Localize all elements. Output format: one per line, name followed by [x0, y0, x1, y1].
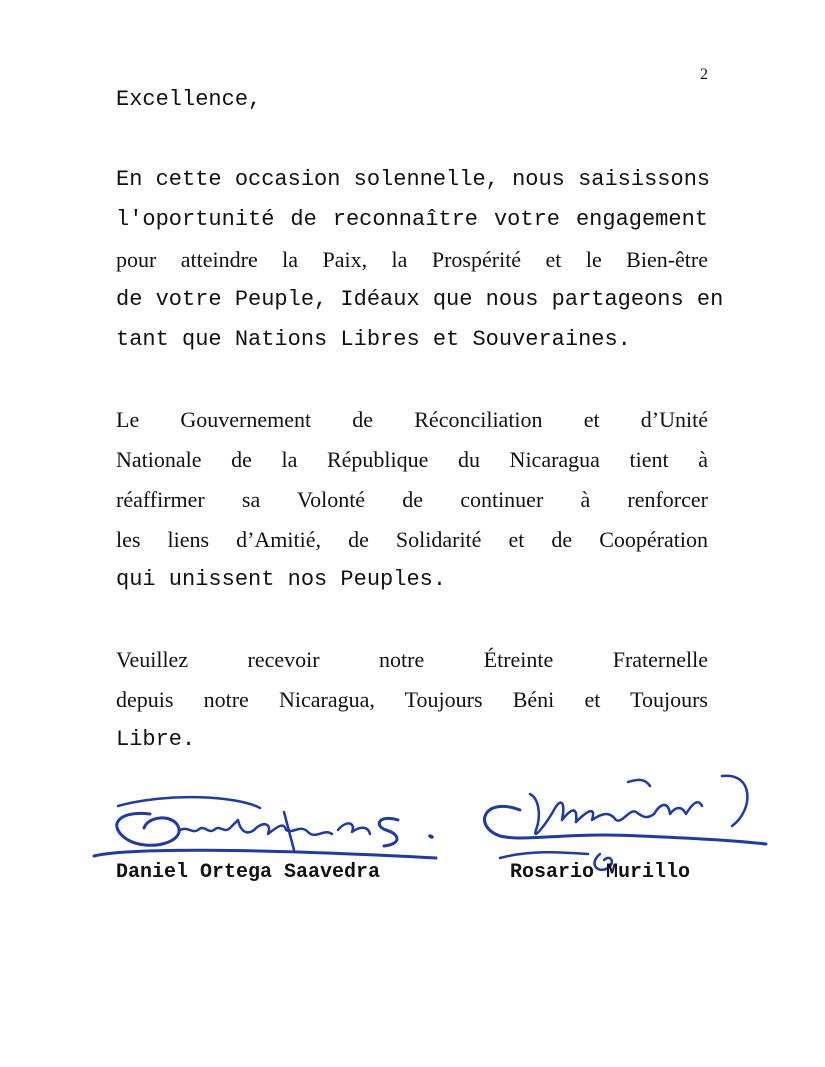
paragraph-1-line-2: l'oportunité de reconnaître votre engagement: [116, 207, 708, 232]
paragraph-3-line-3: Libre.: [116, 727, 196, 752]
paragraph-2-line-5: qui unissent nos Peuples.: [116, 567, 447, 592]
paragraph-1-line-4: de votre Peuple, Idéaux que nous partageons en: [116, 287, 724, 312]
paragraph-2-line-2: Nationale de la République du Nicaragua tient à: [116, 447, 708, 472]
salutation: Excellence,: [116, 87, 262, 112]
page-number: 2: [700, 66, 708, 83]
paragraph-1-line-1: En cette occasion solennelle, nous saisissons: [116, 167, 711, 192]
signatory-name-rosario-murillo: Rosario Murillo: [510, 861, 691, 884]
paragraph-1-line-3: pour atteindre la Paix, la Prospérité et le Bien-être: [116, 247, 708, 272]
paragraph-2-line-3: réaffirmer sa Volonté de continuer à renforcer: [116, 487, 708, 512]
paragraph-3-line-1: Veuillez recevoir notre Étreinte Fraternelle: [116, 647, 708, 672]
paragraph-3-line-2: depuis notre Nicaragua, Toujours Béni et Toujours: [116, 687, 708, 712]
signatory-name-daniel-ortega: Daniel Ortega Saavedra: [116, 861, 381, 884]
paragraph-2-line-1: Le Gouvernement de Réconciliation et d’Unité: [116, 407, 708, 432]
signature-daniel-ortega: [88, 790, 448, 870]
paragraph-2-line-4: les liens d’Amitié, de Solidarité et de Coopération: [116, 527, 708, 552]
paragraph-1-line-5: tant que Nations Libres et Souveraines.: [116, 327, 631, 352]
